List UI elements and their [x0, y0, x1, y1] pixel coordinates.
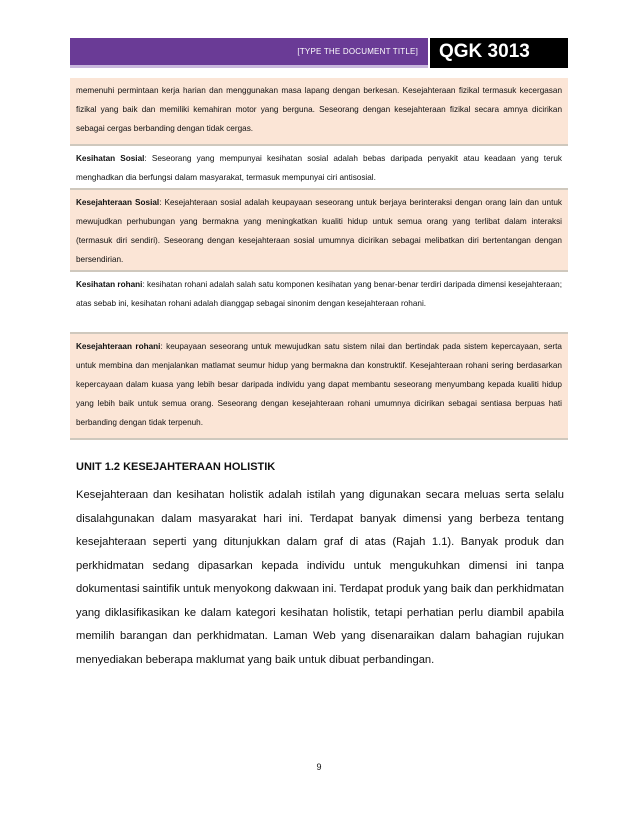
- section-spiritual-wellness: [70, 334, 568, 438]
- section-term: Kesejahteraan Sosial: [76, 198, 160, 207]
- section-text: : kesihatan rohani adalah salah satu komponen kesihatan yang benar-benar terdiri daripada dimensi kesejahteraan; atas sebab ini, kesihatan rohani adalah dianggap sebagai sinonim dengan kesejahteraan rohani.: [76, 280, 562, 308]
- section-text: memenuhi permintaan kerja harian dan menggunakan masa lapang dengan berkesan. Kesejahteraan fizikal termasuk kecergasan fizikal yang baik dan memiliki kemahiran motor yang berguna. Seseorang dengan kesejahteraan fizikal secara amnya dicirikan sebagai cergas berbanding dengan tidak cergas.: [76, 86, 562, 133]
- section-text: : keupayaan seseorang untuk mewujudkan satu sistem nilai dan bertindak pada sistem kepercayaan, serta untuk membina dan menjalankan matlamat seumur hidup yang bermakna dan konstruktif. Kesejahteraan rohani sering berdasarkan kepercayaan dalam kuasa yang lebih besar daripada individu yang dapat membantu seseorang menyumbang kepada kualiti hidup yang lebih baik untuk semua orang. Seseorang dengan kesejahteraan rohani umumnya dicirikan sebagai sentiasa berpuas hati berbanding dengan tidak terpenuh.: [76, 342, 562, 427]
- course-code: QGK 3013: [430, 38, 568, 68]
- section-social-health: [70, 146, 568, 188]
- section-term: Kesejahteraan rohani: [76, 342, 161, 351]
- section-social-wellness: [70, 190, 568, 270]
- unit-paragraph: Kesejahteraan dan kesihatan holistik adalah istilah yang digunakan secara meluas serta selalu disalahgunakan dalam masyarakat hari ini. Terdapat banyak dimensi yang berbeza tentang kesejahteraan seperti yang ditunjukkan dalam graf di atas (Rajah 1.1). Banyak produk dan perkhidmatan sedang dipasarkan kepada individu untuk mengukuhkan dimensi ini tanpa dokumentasi saintifik untuk menyokong dakwaan ini. Terdapat produk yang baik dan perkhidmatan yang diklasifikasikan ke dalam kategori kesihatan holistik, tetapi perhatian perlu diambil apabila memilih barangan dan perkhidmatan. Laman Web yang disenaraikan dalam bahagian rujukan menyediakan beberapa maklumat yang baik untuk dibuat perbandingan.: [76, 489, 564, 666]
- section-text: : Seseorang yang mempunyai kesihatan sosial adalah bebas daripada penyakit atau keadaan yang teruk menghadkan dia berfungsi dalam masyarakat, termasuk mempunyai ciri antisosial.: [76, 154, 562, 182]
- section-term: Kesihatan rohani: [76, 280, 143, 289]
- document-title: [TYPE THE DOCUMENT TITLE]: [297, 47, 418, 56]
- unit-heading: UNIT 1.2 KESEJAHTERAAN HOLISTIK: [76, 461, 276, 473]
- page-number: 9: [316, 762, 322, 772]
- section-text: : Kesejahteraan sosial adalah keupayaan seseorang untuk berjaya berinteraksi dengan orang lain dan untuk mewujudkan perhubungan yang bermakna yang meningkatkan kualiti hidup untuk semua orang yang terlibat dalam interaksi (termasuk diri sendiri). Seseorang dengan kesejahteraan sosial umumnya dicirikan sebagai melibatkan diri bertentangan dengan bersendirian.: [76, 198, 562, 264]
- section-spiritual-health: [70, 272, 568, 332]
- page-header: [70, 38, 568, 68]
- header-title-bar: [70, 38, 428, 68]
- section-term: Kesihatan Sosial: [76, 154, 145, 163]
- divider: [70, 438, 568, 440]
- section-physical-wellness: [70, 78, 568, 144]
